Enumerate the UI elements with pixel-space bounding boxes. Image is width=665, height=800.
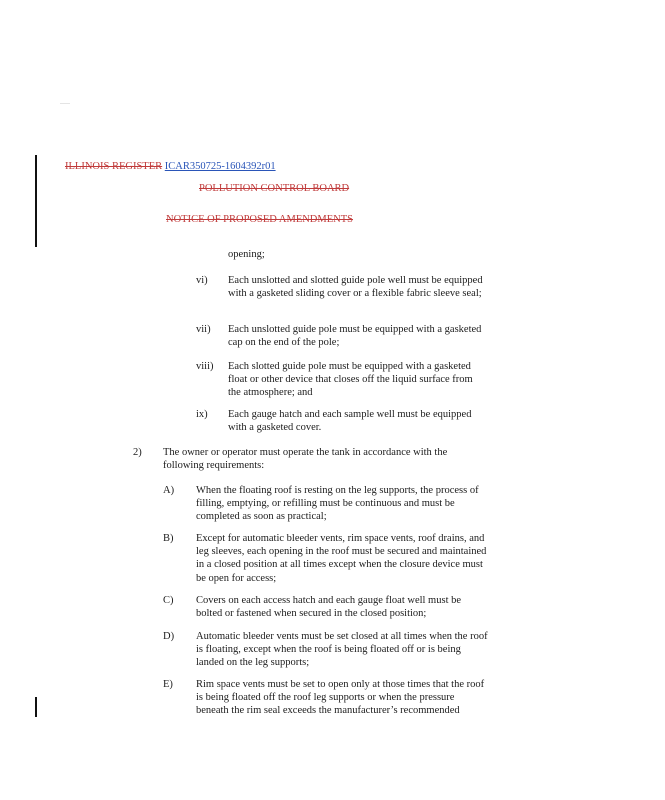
item-text: Rim space vents must be set to open only at those times that the roof is being floated off the roof leg supports or when the pressure beneath the rim seal exceeds the manufacturer’s recommended xyxy=(196,679,485,717)
item-text: Covers on each access hatch and each gauge float well must be bolted or fastened when secured in the closed position; xyxy=(196,595,462,620)
notice-header: NOTICE OF PROPOSED AMENDMENTS xyxy=(166,214,353,225)
list-item-b xyxy=(0,532,665,585)
item-text: Each unslotted guide pole must be equipped with a gasketed cap on the end of the pole; xyxy=(228,324,482,349)
item-marker: C) xyxy=(163,595,174,606)
list-item-2 xyxy=(0,446,665,473)
item-text: When the floating roof is resting on the leg supports, the process of filling, emptying, or refilling must be continuous and must be completed as soon as practical; xyxy=(196,485,479,523)
item-marker: viii) xyxy=(196,361,214,372)
item-marker: vi) xyxy=(196,275,208,286)
scan-mark xyxy=(60,103,70,104)
item-text: The owner or operator must operate the tank in accordance with the following requirements: xyxy=(163,447,448,472)
revision-bar-top xyxy=(35,155,37,247)
register-struck-text: ILLINOIS REGISTER xyxy=(65,161,163,172)
list-item-c xyxy=(0,594,665,621)
list-item-ix xyxy=(0,408,665,435)
list-item-vii xyxy=(0,323,665,350)
register-inserted-text: ICAR350725-1604392r01 xyxy=(164,161,276,172)
item-marker: E) xyxy=(163,679,173,690)
item-marker: 2) xyxy=(133,447,142,458)
board-header: POLLUTION CONTROL BOARD xyxy=(199,183,350,194)
item-marker: D) xyxy=(163,631,175,642)
list-item-d xyxy=(0,630,665,670)
item-marker: vii) xyxy=(196,324,211,335)
list-item-viii xyxy=(0,360,665,400)
item-text: Each slotted guide pole must be equipped with a gasketed float or other device that closes off the liquid surface from the atmosphere; and xyxy=(228,361,473,399)
list-item-a xyxy=(0,484,665,524)
register-header xyxy=(65,160,276,173)
item-marker: A) xyxy=(163,485,175,496)
list-item-vi xyxy=(0,274,665,314)
item-text: Except for automatic bleeder vents, rim space vents, roof drains, and leg sleeves, each opening in the roof must be secured and maintained in a closed position at all times except when the closure device must be open for access; xyxy=(196,533,487,584)
list-item-e xyxy=(0,678,665,718)
item-text: Automatic bleeder vents must be set closed at all times when the roof is floating, except when the roof is being floated off or is being landed on the leg supports; xyxy=(196,631,488,669)
item-text: Each unslotted and slotted guide pole well must be equipped with a gasketed sliding cover or a flexible fabric sleeve seal; xyxy=(228,275,483,300)
item-text: Each gauge hatch and each sample well must be equipped with a gasketed cover. xyxy=(228,409,472,434)
continuation-text: opening; xyxy=(228,249,265,260)
item-marker: ix) xyxy=(196,409,208,420)
item-marker: B) xyxy=(163,533,174,544)
